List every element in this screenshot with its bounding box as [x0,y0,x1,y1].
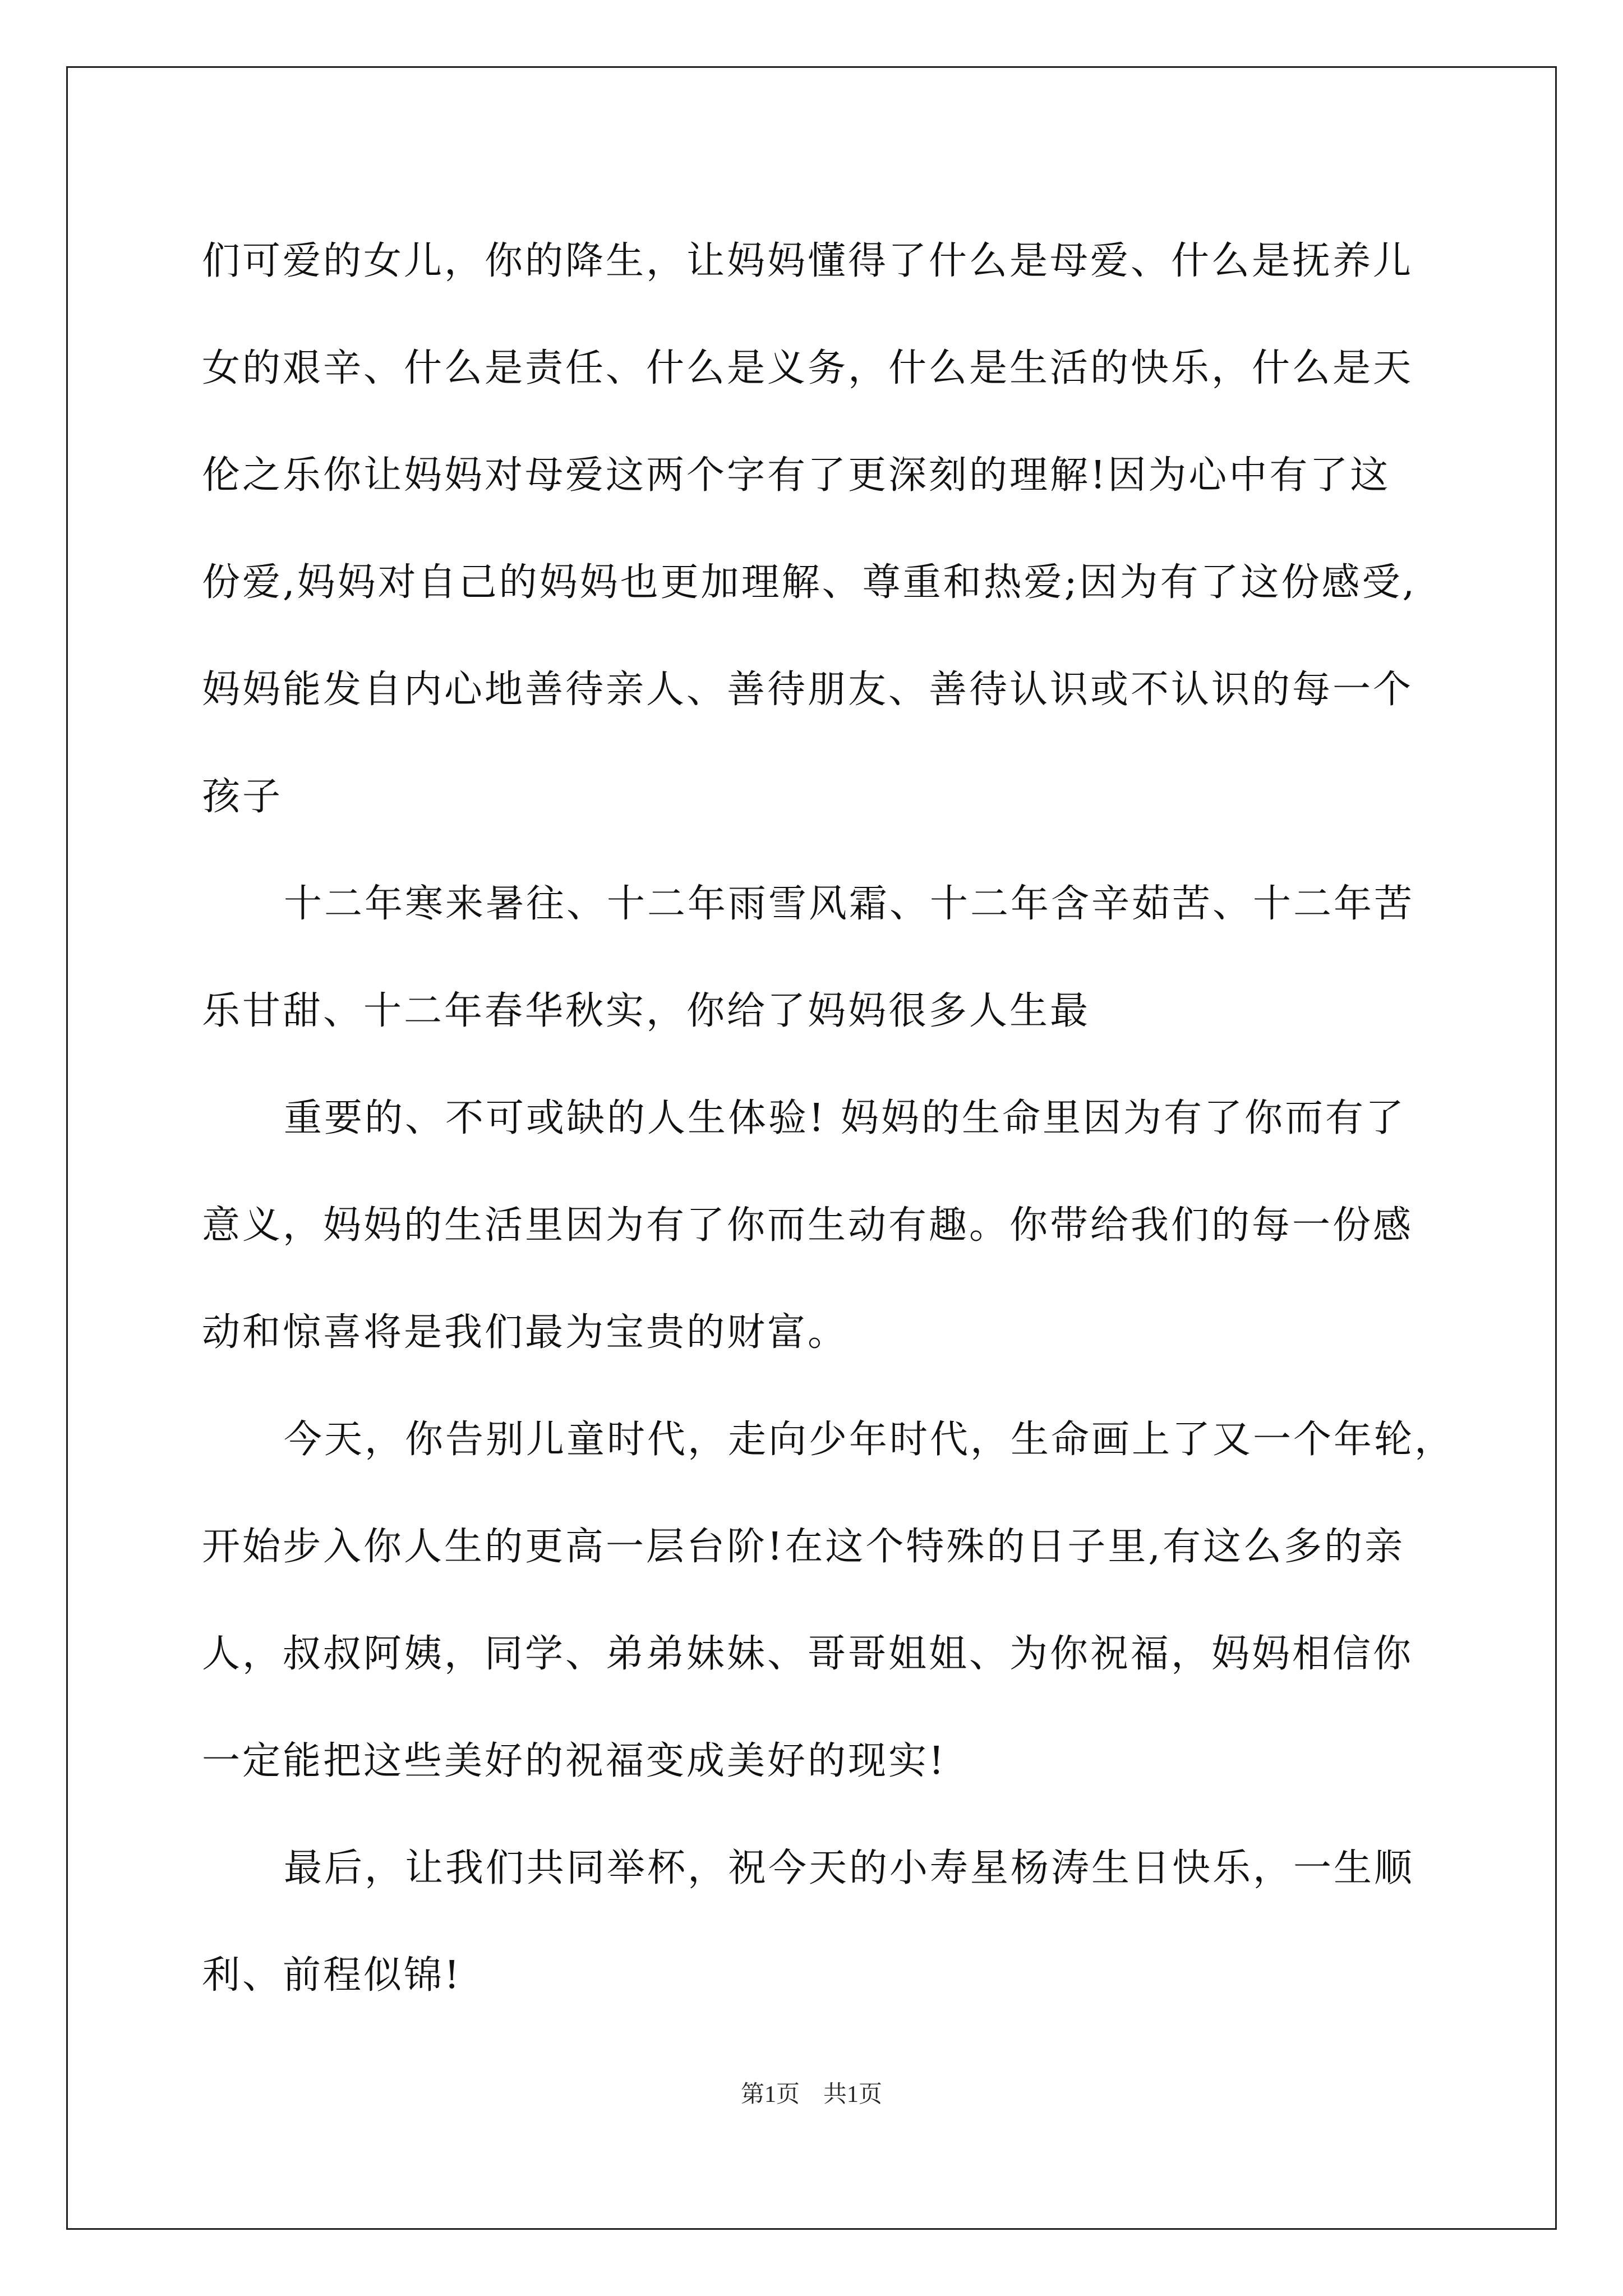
text-line: 最后，让我们共同举杯，祝今天的小寿星杨涛生日快乐，一生顺 [284,1846,1415,1890]
text-line: 们可爱的女儿，你的降生，让妈妈懂得了什么是母爱、什么是抚养儿 [202,239,1414,283]
text-line: 意义，妈妈的生活里因为有了你而生动有趣。你带给我们的每一份感 [202,1203,1414,1248]
text-line: 人，叔叔阿姨，同学、弟弟妹妹、哥哥姐姐、为你祝福，妈妈相信你 [202,1632,1414,1676]
text-line: 一定能把这些美好的祝福变成美好的现实! [202,1739,947,1783]
text-line: 重要的、不可或缺的人生体验! 妈妈的生命里因为有了你而有了 [284,1096,1406,1140]
text-line: 孩子 [202,775,283,819]
text-line: 妈妈能发自内心地善待亲人、善待朋友、善待认识或不认识的每一个 [202,668,1414,712]
text-line: 利、前程似锦! [202,1953,462,1998]
page-number-footer: 第1页 共1页 [740,2082,882,2108]
document-body [202,208,1455,2029]
text-line: 开始步入你人生的更高一层台阶!在这个特殊的日子里,有这么多的亲 [202,1525,1405,1569]
text-line: 伦之乐你让妈妈对母爱这两个字有了更深刻的理解!因为心中有了这 [202,453,1391,498]
text-line: 乐甘甜、十二年春华秋实，你给了妈妈很多人生最 [202,989,1091,1033]
text-line: 十二年寒来暑往、十二年雨雪风霜、十二年含辛茹苦、十二年苦 [284,882,1415,926]
text-line: 女的艰辛、什么是责任、什么是义务，什么是生活的快乐，什么是天 [202,346,1414,390]
text-line: 动和惊喜将是我们最为宝贵的财富。 [202,1310,849,1355]
text-line: 份爱,妈妈对自己的妈妈也更加理解、尊重和热爱;因为有了这份感受, [202,560,1417,605]
text-line: 今天，你告别儿童时代，走向少年时代，生命画上了又一个年轮， [284,1418,1455,1462]
